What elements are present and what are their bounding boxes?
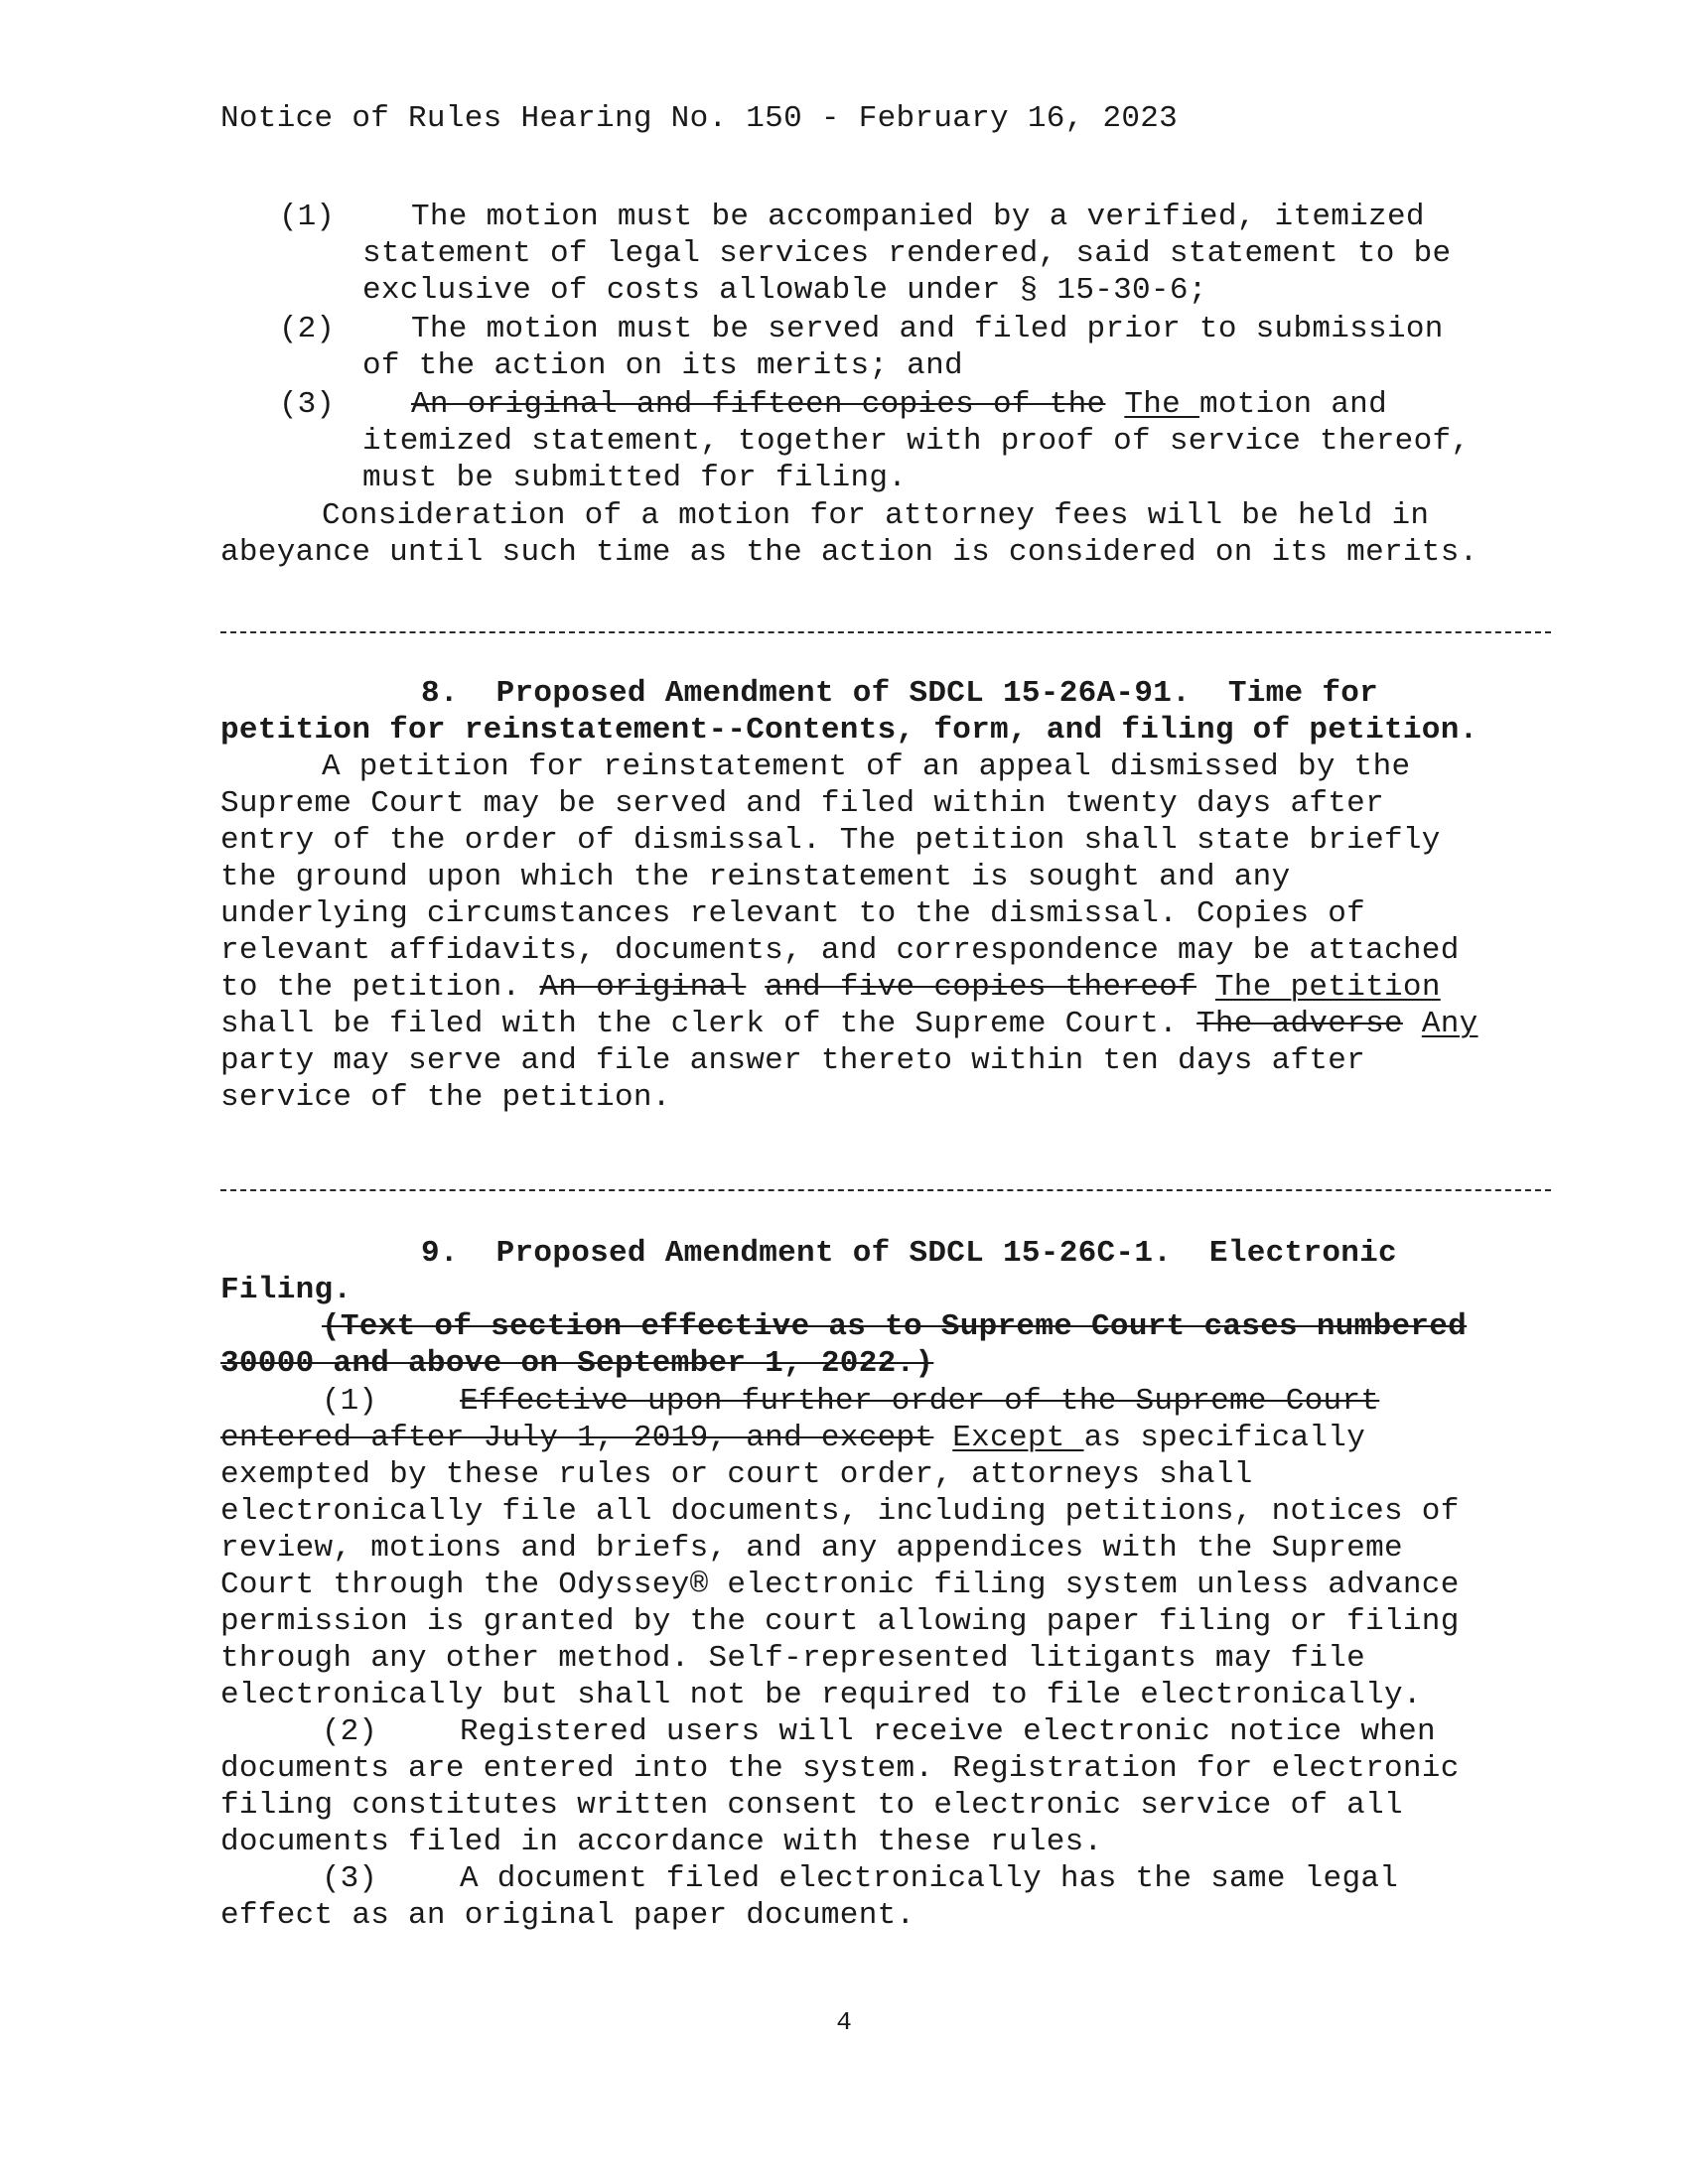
item-3-line-3: must be submitted for filing.: [362, 461, 908, 495]
section-8-line-4: the ground upon which the reinstatement is sought and any: [220, 860, 1291, 894]
item-3-struck-text: An original and fifteen copies of the: [411, 387, 1106, 422]
section-8-heading-line-1: 8. Proposed Amendment of SDCL 15-26A-91. Time for: [421, 676, 1379, 711]
section-9-p1-line-2: [220, 1420, 1365, 1456]
page-header-title: Notice of Rules Hearing No. 150 - February 16, 2023: [220, 101, 1179, 136]
item-1-line-3: exclusive of costs allowable under § 15-30-6;: [362, 273, 1207, 308]
page-number: 4: [836, 2007, 852, 2037]
item-2-line-1: The motion must be served and filed prior to submission: [411, 312, 1444, 346]
section-8-line-7: [220, 969, 1441, 1006]
section-9-p1-struck-line-1: Effective upon further order of the Supreme Court: [460, 1384, 1380, 1419]
section-8-struck-2: and five copies thereof: [765, 970, 1196, 1005]
section-9-p3-line-1: A document filed electronically has the same legal: [460, 1861, 1399, 1896]
section-9-p1-struck-line-2: entered after July 1, 2019, and except: [220, 1421, 934, 1455]
item-3-inserted-text: The: [1124, 387, 1199, 422]
section-8-line-9: party may serve and file answer thereto within ten days after: [220, 1043, 1366, 1078]
section-9-p1-line-4: electronically file all documents, including petitions, notices of: [220, 1494, 1460, 1529]
section-9-p1-line-9: electronically but shall not be required to file electronically.: [220, 1678, 1422, 1712]
closing-line-1: Consideration of a motion for attorney fees will be held in: [322, 498, 1430, 533]
section-9-p2-line-1: Registered users will receive electronic notice when: [460, 1714, 1436, 1749]
section-9-heading-line-1: 9. Proposed Amendment of SDCL 15-26C-1. Electronic: [421, 1236, 1397, 1271]
item-3-line-1: [411, 386, 1387, 423]
section-9-struck-note-line-2: 30000 and above on September 1, 2022.): [220, 1346, 934, 1381]
section-9-p2-line-3: filing constitutes written consent to electronic service of all: [220, 1788, 1403, 1823]
section-8-struck-1: An original: [539, 970, 747, 1005]
section-8-line-1: A petition for reinstatement of an appeal dismissed by the: [322, 750, 1411, 784]
section-8-line-5: underlying circumstances relevant to the dismissal. Copies of: [220, 896, 1366, 931]
section-8-struck-3: The adverse: [1196, 1007, 1403, 1041]
section-8-heading-line-2: petition for reinstatement--Contents, form, and filing of petition.: [220, 713, 1478, 748]
section-8-line-6: relevant affidavits, documents, and correspondence may be attached: [220, 933, 1460, 968]
section-9-p3-label: (3): [322, 1861, 377, 1896]
item-3-rest-text: motion and: [1198, 387, 1387, 422]
section-9-p1-line-5: review, motions and briefs, and any appendices with the Supreme: [220, 1531, 1403, 1566]
section-9-p3-line-2: effect as an original paper document.: [220, 1898, 915, 1933]
section-9-p2-line-2: documents are entered into the system. Registration for electronic: [220, 1751, 1460, 1786]
section-8-line-8: [220, 1006, 1478, 1042]
section-divider-2: [220, 1189, 1551, 1191]
section-9-p1-line-3: exempted by these rules or court order, attorneys shall: [220, 1457, 1253, 1492]
section-8-inserted-1: The petition: [1214, 970, 1441, 1005]
item-3-line-2: itemized statement, together with proof of service thereof,: [362, 424, 1471, 459]
section-8-line-2: Supreme Court may be served and filed within twenty days after: [220, 786, 1384, 821]
section-9-heading-line-2: Filing.: [220, 1273, 352, 1307]
item-2-line-2: of the action on its merits; and: [362, 348, 963, 383]
item-2-label: (2): [279, 312, 335, 346]
item-1-line-2: statement of legal services rendered, said statement to be: [362, 236, 1452, 271]
section-9-p1-rest: as specifically: [1083, 1421, 1366, 1455]
section-9-p2-line-4: documents filed in accordance with these rules.: [220, 1825, 1103, 1859]
section-9-p2-label: (2): [322, 1714, 377, 1749]
section-8-line-3: entry of the order of dismissal. The petition shall state briefly: [220, 823, 1441, 858]
section-divider-1: [220, 631, 1551, 633]
section-8-line-10: service of the petition.: [220, 1080, 671, 1115]
item-3-label: (3): [279, 387, 335, 422]
section-9-p1-inserted: Except: [952, 1421, 1084, 1455]
section-8-line-8-start: shall be filed with the clerk of the Supreme Court.: [220, 1007, 1196, 1041]
closing-line-2: abeyance until such time as the action is considered on its merits.: [220, 535, 1478, 570]
section-9-struck-note-line-1: (Text of section effective as to Supreme Court cases numbered: [322, 1309, 1468, 1344]
section-9-p1-line-7: permission is granted by the court allowing paper filing or filing: [220, 1604, 1460, 1639]
section-8-line-7-start: to the petition.: [220, 970, 540, 1005]
item-1-label: (1): [279, 200, 335, 234]
section-8-inserted-2: Any: [1421, 1007, 1478, 1041]
item-1-line-1: The motion must be accompanied by a verified, itemized: [411, 200, 1425, 234]
section-9-p1-label: (1): [322, 1384, 377, 1419]
section-9-p1-line-8: through any other method. Self-represented litigants may file: [220, 1641, 1366, 1676]
section-9-p1-line-6: Court through the Odyssey® electronic filing system unless advance: [220, 1568, 1460, 1602]
